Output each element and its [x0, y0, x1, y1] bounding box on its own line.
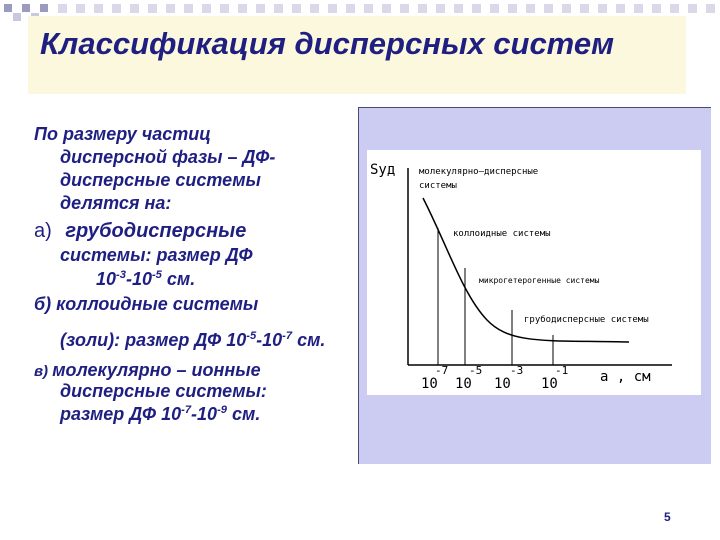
tick-exp-1: -7 — [435, 364, 449, 377]
slide-title: Классификация дисперсных систем — [40, 26, 615, 61]
item-a-range-sep: -10 — [125, 269, 152, 289]
item-a-range-unit: см. — [166, 269, 196, 289]
item-c-exp-2: -9 — [217, 404, 227, 416]
item-b-marker: б) — [34, 294, 52, 314]
chart-area — [367, 150, 701, 395]
item-a-range-base: 10 — [96, 269, 117, 289]
item-b-line-1 — [34, 294, 258, 315]
annotation-coarse: грубодисперсные системы — [524, 315, 649, 325]
annotation-microhetero: микрогетерогенные системы — [479, 276, 600, 285]
y-axis-label: Sуд — [370, 162, 396, 178]
intro-line-1: По размеру частиц — [34, 124, 211, 144]
tick-base-2: 10 — [455, 376, 472, 392]
tick-base-4: 10 — [541, 376, 558, 392]
item-a-line-2: системы: размер ДФ — [60, 245, 253, 265]
item-b-exp-1: -5 — [246, 330, 257, 342]
tick-base-3: 10 — [494, 376, 511, 392]
item-b-exp-2: -7 — [282, 330, 293, 342]
item-a-marker: а) — [34, 220, 52, 242]
item-c-line-1 — [34, 360, 261, 381]
item-a-range-exp-2: -5 — [151, 269, 162, 281]
item-a-text-1: грубодисперсные — [65, 220, 247, 242]
item-b-unit: см. — [297, 330, 326, 350]
tick-exp-3: -3 — [510, 364, 524, 377]
item-c-exp-1: -7 — [181, 404, 192, 416]
item-b-line-2 — [60, 330, 325, 351]
annotation-molecular-2: системы — [419, 181, 457, 191]
tick-exp-2: -5 — [469, 364, 483, 377]
item-c-marker: в) — [34, 363, 49, 380]
item-c-sep: -10 — [191, 404, 218, 424]
item-a-range — [96, 269, 195, 290]
x-axis-label: а , см — [600, 369, 651, 385]
item-b-text-1: коллоидные системы — [56, 294, 259, 314]
item-a-range-exp-1: -3 — [116, 269, 126, 281]
item-c-colon: : — [260, 381, 267, 401]
item-c-text-3: размер ДФ 10 — [60, 404, 182, 424]
item-c-line-3 — [60, 404, 260, 425]
annotation-colloid: коллоидные системы — [453, 229, 551, 239]
item-a-line-1 — [34, 220, 246, 243]
item-b-sep: -10 — [256, 330, 283, 350]
chart-svg — [367, 150, 701, 395]
item-c-line-2 — [60, 381, 267, 402]
intro-line-3: дисперсные системы — [60, 170, 261, 190]
annotation-molecular: молекулярно–дисперсные — [419, 167, 539, 177]
intro-line-2: дисперсной фазы – ДФ- — [60, 147, 276, 167]
page-number: 5 — [664, 510, 671, 524]
item-c-text-2: дисперсные системы — [60, 381, 261, 401]
item-b-text-2: (золи): размер ДФ 10 — [60, 330, 247, 350]
item-c-unit: см. — [232, 404, 261, 424]
item-c-text-1: молекулярно – ионные — [52, 360, 261, 380]
intro-line-4: делятся на: — [60, 193, 172, 213]
tick-base-1: 10 — [421, 376, 438, 392]
tick-exp-4: -1 — [555, 364, 569, 377]
